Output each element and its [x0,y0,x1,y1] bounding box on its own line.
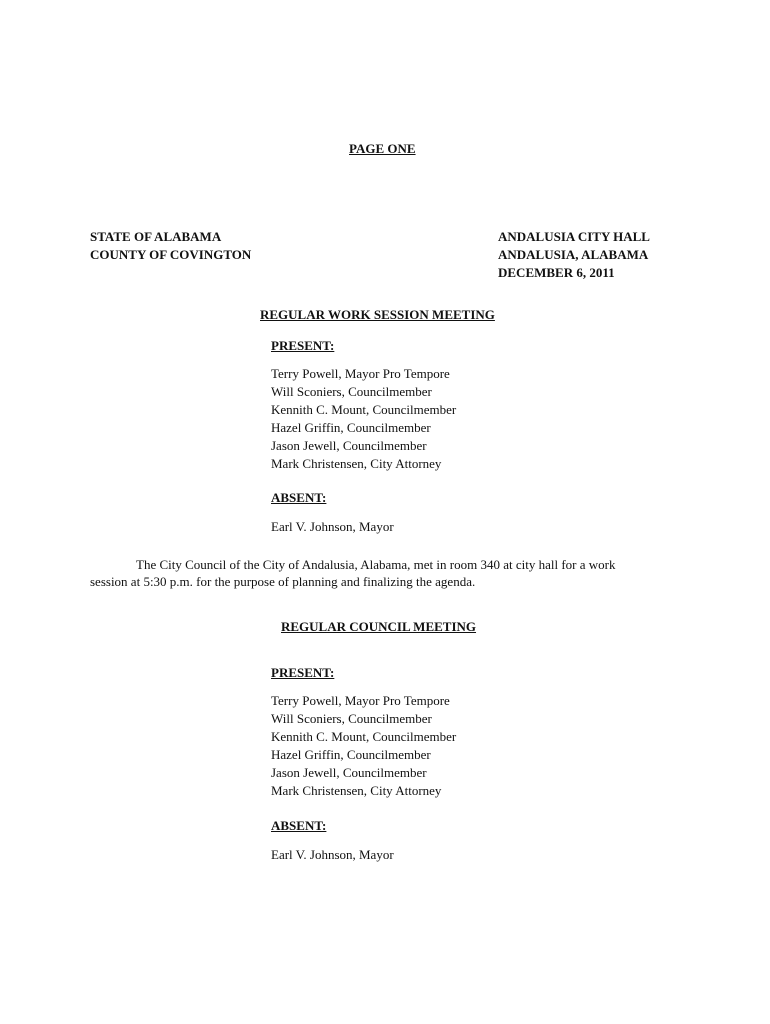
attendee: Jason Jewell, Councilmember [271,438,427,453]
absentee: Earl V. Johnson, Mayor [271,847,394,862]
header-right-line: ANDALUSIA CITY HALL [498,229,650,244]
attendee: Terry Powell, Mayor Pro Tempore [271,693,450,708]
attendee: Hazel Griffin, Councilmember [271,420,431,435]
work-session-paragraph-line1: The City Council of the City of Andalusia, Alabama, met in room 340 at city hall for a work [136,557,616,572]
attendee: Mark Christensen, City Attorney [271,456,442,471]
header-right-line: ANDALUSIA, ALABAMA [498,247,649,262]
page-heading: PAGE ONE [349,141,416,156]
attendee: Jason Jewell, Councilmember [271,765,427,780]
council-meeting-absent-label: ABSENT: [271,818,327,833]
council-meeting-absent-list [271,846,394,864]
header-right [498,228,650,282]
absentee: Earl V. Johnson, Mayor [271,519,394,534]
work-session-present-label: PRESENT: [271,338,335,353]
header-right-line: DECEMBER 6, 2011 [498,265,615,280]
council-meeting-present-label: PRESENT: [271,665,335,680]
council-meeting-present-list [271,692,456,800]
council-meeting-title: REGULAR COUNCIL MEETING [281,619,477,634]
attendee: Hazel Griffin, Councilmember [271,747,431,762]
work-session-absent-list [271,518,394,536]
attendee: Will Sconiers, Councilmember [271,711,432,726]
header-left-line: STATE OF ALABAMA [90,229,222,244]
work-session-title: REGULAR WORK SESSION MEETING [260,307,495,322]
work-session-absent-label: ABSENT: [271,490,327,505]
attendee: Mark Christensen, City Attorney [271,783,442,798]
attendee: Terry Powell, Mayor Pro Tempore [271,366,450,381]
header-left-line: COUNTY OF COVINGTON [90,247,252,262]
work-session-paragraph-line2: session at 5:30 p.m. for the purpose of planning and finalizing the agenda. [90,574,476,589]
work-session-present-list [271,365,456,473]
attendee: Kennith C. Mount, Councilmember [271,402,457,417]
header-left [90,228,251,264]
attendee: Will Sconiers, Councilmember [271,384,432,399]
attendee: Kennith C. Mount, Councilmember [271,729,457,744]
